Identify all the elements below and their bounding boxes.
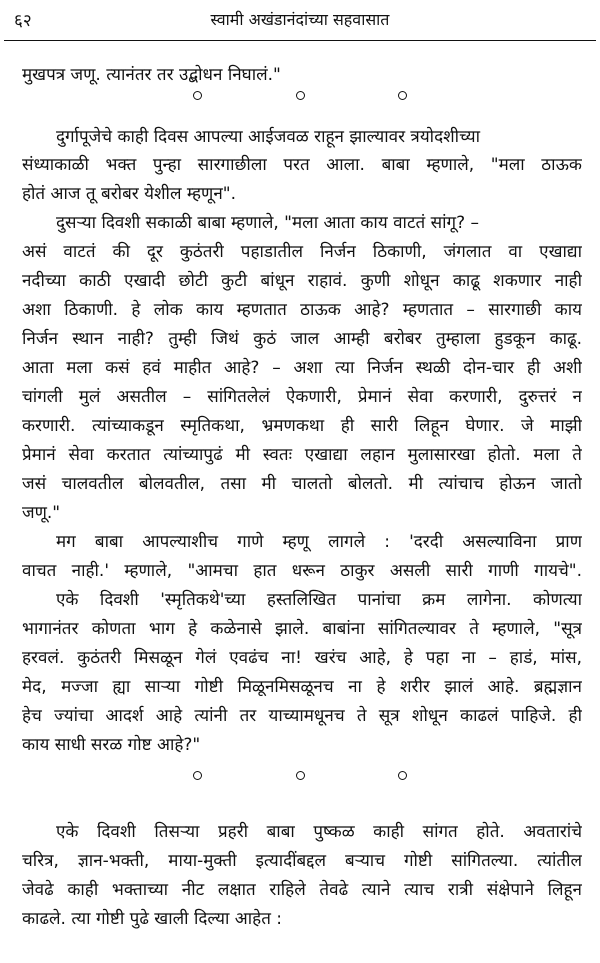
- section-separator: [0, 771, 600, 785]
- text-line: नदीच्या काठी एखादी छोटी कुटी बांधून राहावं. कुणी शोधून काढू शकणार नाही: [22, 271, 582, 291]
- page-header: [0, 6, 600, 36]
- separator-circle-icon: [193, 91, 202, 100]
- separator-circle-icon: [398, 771, 407, 780]
- text-line: आता मला कसं हवं माहीत आहे? – अशा त्या निर्जन स्थळी दोन-चार ही अशी: [22, 358, 582, 378]
- separator-circle-icon: [296, 91, 305, 100]
- separator-circle-icon: [398, 91, 407, 100]
- text-line: अशा ठिकाणी. हे लोक काय म्हणतात ठाऊक आहे? म्हणतात – सारगाछी काय: [22, 300, 582, 320]
- text-line: संध्याकाळी भक्त पुन्हा सारगाछीला परत आला. बाबा म्हणाले, "मला ठाऊक: [22, 155, 582, 175]
- text-line: मुखपत्र जणू. त्यानंतर तर उद्बोधन निघालं.": [22, 65, 281, 85]
- text-line: जसं चालवतील बोलवतील, तसा मी चालतो बोलतो. मी त्यांचाच होऊन जातो: [22, 474, 582, 494]
- text-line: एके दिवशी 'स्मृतिकथे'च्या हस्तलिखित पानांचा क्रम लागेना. कोणत्या: [56, 590, 582, 610]
- header-rule: [4, 40, 596, 41]
- text-line: असं वाटतं की दूर कुठंतरी पहाडातील निर्जन ठिकाणी, जंगलात वा एखाद्या: [22, 242, 582, 262]
- text-line: जणू.": [22, 503, 61, 523]
- separator-circle-icon: [193, 771, 202, 780]
- text-line: मेद, मज्जा ह्या साऱ्या गोष्टी मिळूनमिसळूनच ना हे शरीर झालं आहे. ब्रह्मज्ञान: [22, 677, 582, 697]
- text-line: दुर्गापूजेचे काही दिवस आपल्या आईजवळ राहून झाल्यावर त्रयोदशीच्या: [56, 127, 481, 147]
- text-line: जेवढे काही भक्ताच्या नीट लक्षात राहिले तेवढे त्याने त्याच रात्री संक्षेपाने लिहून: [22, 880, 582, 900]
- text-line: चांगली मुलं असतील – सांगितलेलं ऐकणारी, प्रेमानं सेवा करणारी, दुरुत्तरं न: [22, 387, 582, 407]
- text-line: प्रेमानं सेवा करतात त्यांच्यापुढं मी स्वतः एखाद्या लहान मुलासारखा होतो. मला ते: [22, 445, 582, 465]
- text-line: निर्जन स्थान नाही? तुम्ही जिथं कुठं जाल आम्ही बरोबर तुम्हाला हुडकून काढू.: [22, 329, 582, 349]
- text-line: चरित्र, ज्ञान-भक्ती, माया-मुक्ती इत्यादींबद्दल बऱ्याच गोष्टी सांगितल्या. त्यांतील: [22, 851, 582, 871]
- separator-circle-icon: [296, 771, 305, 780]
- text-line: वाचत नाही.' म्हणाले, "आमचा हात धरून ठाकुर असली सारी गाणी गायचे".: [22, 561, 582, 581]
- text-line: काढले. त्या गोष्टी पुढे खाली दिल्या आहेत :: [22, 909, 283, 929]
- text-line: काय साधी सरळ गोष्ट आहे?": [22, 735, 201, 755]
- text-line: हरवलं. कुठंतरी मिसळून गेलं एवढंच ना! खरंच आहे, हे पहा ना – हाडं, मांस,: [22, 648, 582, 668]
- text-line: दुसऱ्या दिवशी सकाळी बाबा म्हणाले, "मला आता काय वाटतं सांगू? –: [56, 213, 479, 233]
- text-line: एके दिवशी तिसऱ्या प्रहरी बाबा पुष्कळ काही सांगत होते. अवतारांचे: [56, 822, 582, 842]
- section-separator: [0, 91, 600, 105]
- text-line: होतं आज तू बरोबर येशील म्हणून".: [22, 184, 236, 204]
- text-line: हेच ज्यांचा आदर्श आहे त्यांनी तर याच्यामधूनच ते सूत्र शोधून काढलं पाहिजे. ही: [22, 706, 582, 726]
- text-line: मग बाबा आपल्याशीच गाणे म्हणू लागले : 'दरदी असल्याविना प्राण: [56, 532, 582, 552]
- text-line: भागानंतर कोणता भाग हे कळेनासे झाले. बाबांना सांगितल्यावर ते म्हणाले, "सूत्र: [22, 619, 582, 639]
- running-title: स्वामी अखंडानंदांच्या सहवासात: [210, 10, 390, 29]
- text-line: करणारी. त्यांच्याकडून स्मृतिकथा, भ्रमणकथा ही सारी लिहून घेणार. जे माझी: [22, 416, 582, 436]
- page-number: ६२: [14, 11, 32, 31]
